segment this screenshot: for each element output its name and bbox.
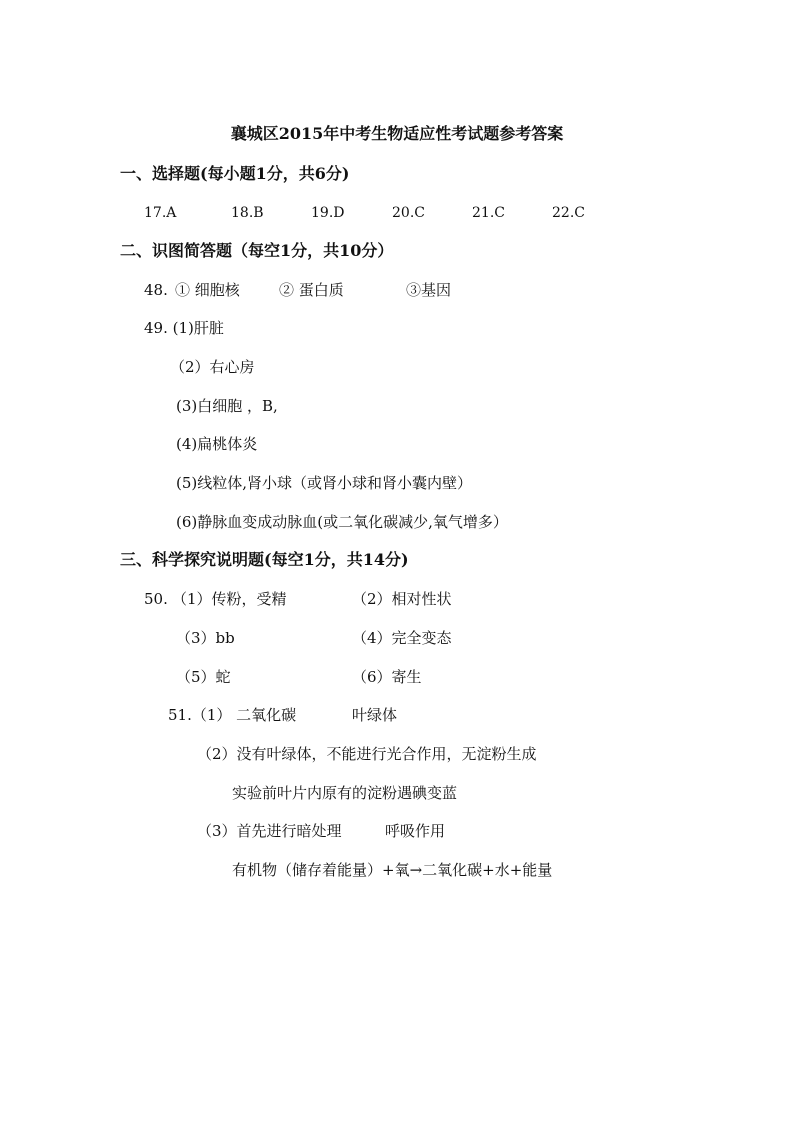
q48-answer-1: ① 细胞核 (175, 281, 240, 299)
q48-answer-2: ② 蛋白质 (279, 281, 344, 299)
q49-line-4: (4)扁桃体炎 (176, 435, 258, 453)
section3-heading: 三、科学探究说明题(每空1分，共14分) (120, 550, 409, 569)
q49-line-6: (6)静脉血变成动脉血(或二氧化碳减少,氧气增多） (176, 513, 508, 531)
q50-answer-2: （2）相对性状 (352, 590, 452, 608)
answer-17: 17.A (144, 205, 177, 221)
q50-answer-4: （4）完全变态 (352, 629, 452, 647)
q48-answer-3: ③基因 (406, 281, 452, 299)
q49-line-5: (5)线粒体,肾小球（或肾小球和肾小囊内壁） (176, 474, 473, 492)
q50-answer-5: （5）蛇 (176, 668, 231, 686)
answer-19: 19.D (311, 205, 345, 221)
q51-line-4a: （3）首先进行暗处理 (197, 822, 342, 840)
q51-line-3: 实验前叶片内原有的淀粉遇碘变蓝 (232, 784, 458, 802)
section1-heading: 一、选择题(每小题1分，共6分) (120, 164, 350, 183)
q49-line-1: 49. (1)肝脏 (144, 319, 224, 337)
q49-line-3: (3)白细胞 ，B, (176, 397, 278, 415)
q50-answer-3: （3）bb (176, 629, 235, 647)
q51-line-1b: 叶绿体 (352, 706, 398, 724)
q48-number: 48. (144, 281, 168, 299)
q51-line-5: 有机物（储存着能量）+氧→二氧化碳+水+能量 (232, 861, 553, 879)
page-title: 襄城区2015年中考生物适应性考试题参考答案 (230, 124, 564, 143)
q49-line-2: （2）右心房 (170, 358, 255, 376)
q50-answer-6: （6）寄生 (352, 668, 422, 686)
section2-heading: 二、识图简答题（每空1分，共10分） (120, 241, 394, 260)
q51-line-2: （2）没有叶绿体，不能进行光合作用，无淀粉生成 (197, 745, 537, 763)
q51-line-1a: 51.（1） 二氧化碳 (168, 706, 297, 724)
answer-22: 22.C (552, 205, 585, 221)
q50-number: 50. (144, 590, 168, 608)
q51-line-4b: 呼吸作用 (385, 822, 446, 840)
answer-21: 21.C (472, 205, 505, 221)
q50-answer-1: （1）传粉，受精 (172, 590, 287, 608)
answer-20: 20.C (392, 205, 425, 221)
answer-18: 18.B (231, 205, 264, 221)
